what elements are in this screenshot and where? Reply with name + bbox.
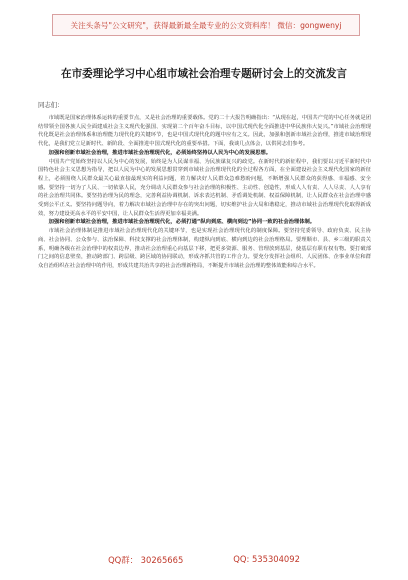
document-title: 在市委理论学习中心组市域社会治理专题研讨会上的交流发言 [60, 68, 348, 80]
paragraph-section-2: 市域社会治理体制是推进市域社会治理现代化的关键环节，也是实现社会治理现代化的制度保障。要坚持党委领导、政府负责、民主协商、社会协同、公众参与、法治保障、科技支撑的社会治理体制，构建纵向到底、横向到边的社会治理格局。要理顺市、县、乡三级的职责关系，明确各级在社会治理中的权责边界，推动社会治理重心向基层下移，把更多资源、服务、管理放到基层，使基层有职有权有物。要打破部门之间的信息壁垒，推动跨部门、跨层级、跨区域的协同联动，形成齐抓共管的工作合力。要充分发挥社会组织、人民团体、企事业单位和群众自治组织在社会治理中的作用，形成共建共治共享的社会治理新格局，不断提升市域社会治理的整体效能和综合水平。 [38, 228, 371, 269]
document-body [38, 114, 371, 542]
section-heading-1: 加强和创新市域社会治理，推进市域社会治理现代化，必须始终坚持以人民为中心的发展思想。 [48, 149, 272, 156]
qq-group-number: QQ群： 30265665 [108, 555, 184, 565]
paragraph-intro: 市域既是国家治理体系运转的重要节点，又是社会治理的重要载体。党的二十大报告明确指出：“从现在起，中国共产党的中心任务就是团结带领全国各族人民全面建成社会主义现代化强国、实现第二个百年奋斗目标，以中国式现代化全面推进中华民族伟大复兴。”市域社会治理现代化既是社会治理体系和治理能力现代化的关键环节，也是中国式现代化的题中应有之义。因此，加强和创新市域社会治理，推进市域治理现代化，是我们党立足新时代、新阶段、全面推进中国式现代化的重要举措。下面，我谈几点体会，以供同志们参考。 [38, 115, 371, 148]
promo-banner-text: 关注头条号"公文研究"，获得最新最全最专业的公文资料库！ 微信：gongwenyj [70, 20, 342, 30]
paragraph-section-1: 中国共产党始终坚持以人民为中心的发展，始终是为人民谋幸福、为民族谋复兴的政党。在新时代的新征程中，我们要以习近平新时代中国特色社会主义思想为指导，把以人民为中心的发展思想贯穿到市域社会治理现代化的全过程各方面，在全面建设社会主义现代化国家的新征程上，必须围绕人民群众最关心最直接最现实的利益问题，着力解决好人民群众急难愁盼问题，不断增强人民群众的获得感、幸福感、安全感。要坚持一切为了人民、一切依靠人民，充分调动人民群众参与社会治理的积极性、主动性、创造性，形成人人有责、人人尽责、人人享有的社会治理共同体。要坚持治理为民的理念，完善利益协调机制、诉求表达机制、矛盾调处机制、权益保障机制，让人民群众在社会治理中感受到公平正义。要坚持问题导向，着力解决市域社会治理中存在的突出问题，切实维护社会大局和谐稳定，推动市域社会治理现代化取得新成效，努力建设更高水平的平安中国，让人民群众生活得更加幸福美满。 [38, 158, 371, 217]
qq-number: QQ: 535304092 [233, 554, 300, 564]
contact-footer [0, 554, 408, 566]
greeting: 同志们： [38, 101, 64, 109]
section-heading-2: 加强和创新市域社会治理，推进市域社会治理现代化，必须打通“纵向到底、横向到边”协同一致的社会治理体制。 [48, 219, 316, 226]
promo-banner [52, 14, 360, 36]
